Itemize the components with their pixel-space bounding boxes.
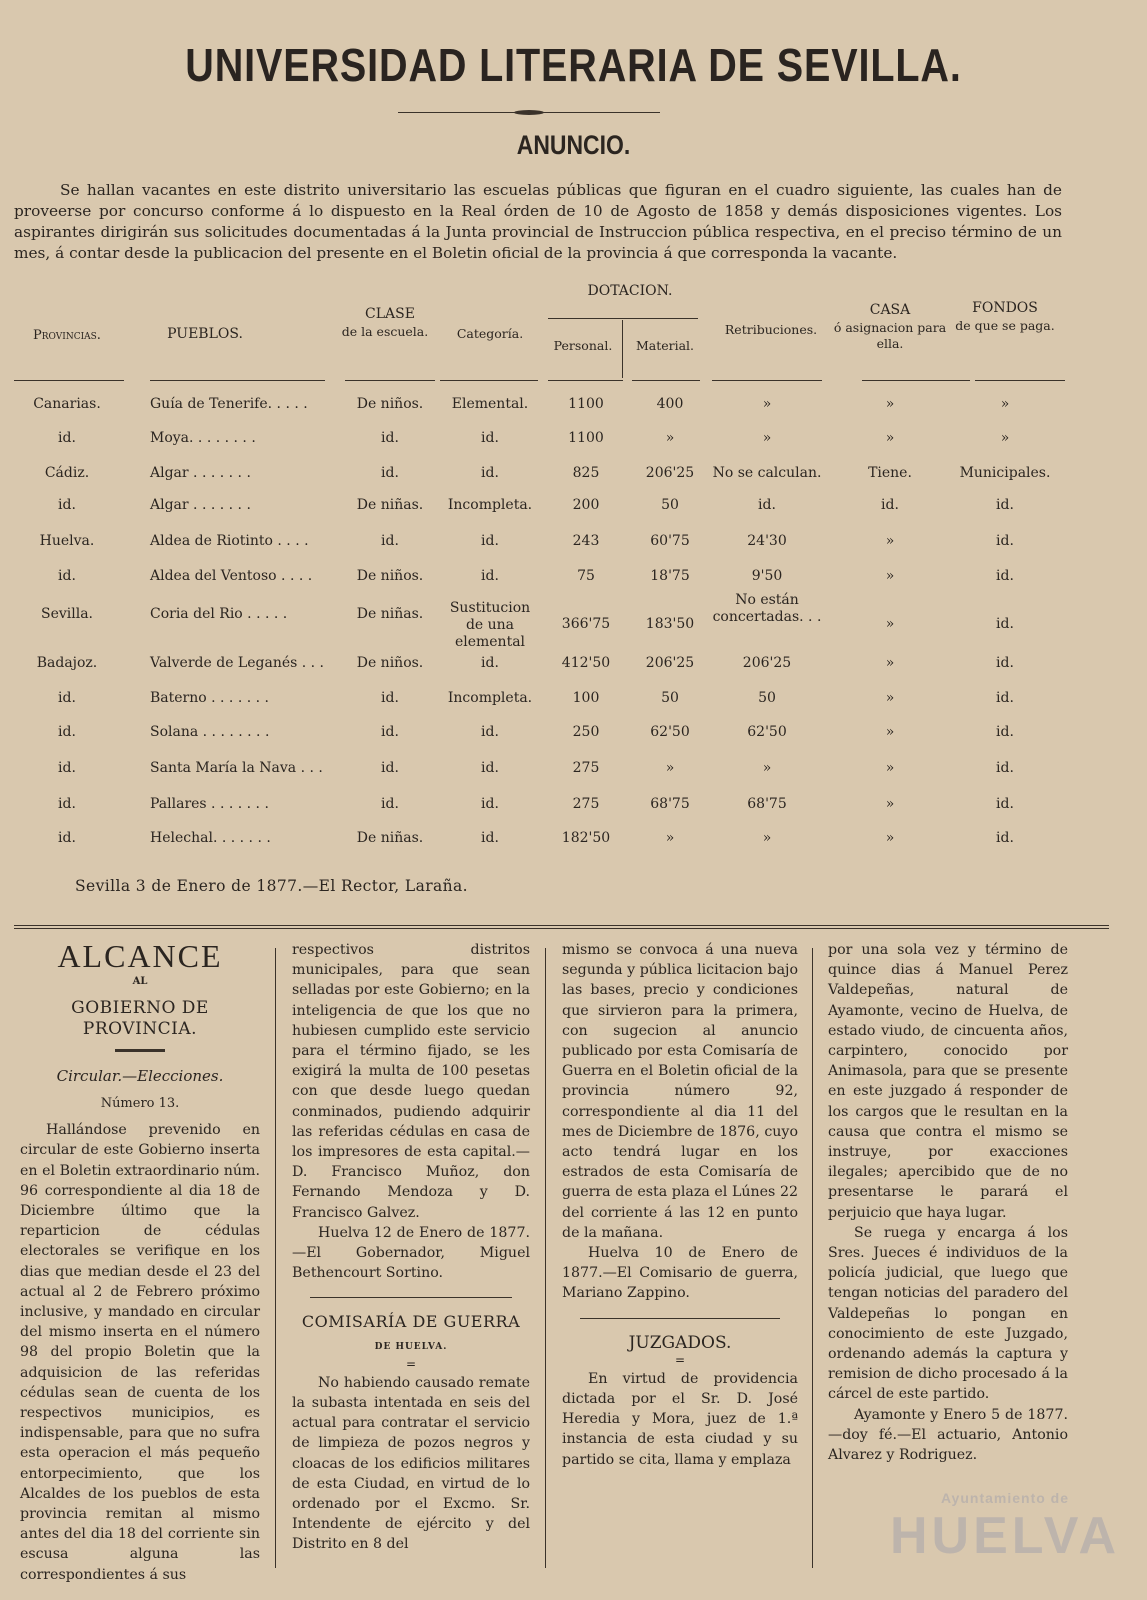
cell-casa: » [885,396,895,412]
cell-categoria: Incompleta. [447,690,533,706]
header-underline [345,380,435,381]
section-mark: = [674,1352,686,1367]
cell-material: 206'25 [645,465,695,481]
header-underline [548,380,623,381]
cell-fondos: id. [996,655,1014,671]
table-row [0,830,1147,860]
cell-provincia: Huelva. [39,533,95,549]
cell-clase: De niños. [356,396,424,412]
announcement-heading: ANUNCIO. [516,130,631,160]
header-dotacion: DOTACION. [587,283,673,299]
cell-retribuciones: » [762,760,772,776]
cell-pueblo: Solana . . . . . . . . [150,724,270,740]
juzgados-body-continued: por una sola vez y término de quince dias á Manuel Perez Valdepeñas, natural de Ayamonte, vecino de Huelva, de estado viudo, de cincuenta años, carpintero, conocido por Animasola, para que se presente en este juzgado á responder de los cargos que le resultan en la causa que contra el mismo se instruye, por exacciones ilegales; apercibido que de no presentarse le parará el perjuicio que haya lugar. [828,942,1068,1221]
header-underline [14,380,124,381]
alcance-gobierno: GOBIERNO DE PROVINCIA. [71,998,209,1039]
cell-pueblo: Algar . . . . . . . [150,497,251,513]
header-casa: CASA [869,302,911,318]
cell-clase: id. [381,465,399,481]
header-fondos-sub: de que se paga. [955,318,1055,333]
cell-fondos: id. [996,568,1014,584]
comisaria-body-continued: mismo se convoca á una nueva segunda y pública licitacion bajo las bases, precio y condiciones que sirvieron para la primera, con sugecion al anuncio publicado por esta Comisaría de Guerra en el Boletin oficial de la provincia número 92, correspondiente al dia 11 del mes de Diciembre de 1876, cuyo acto tendrá lugar en los estrados de esta Comisaría de guerra de esta plaza el Lúnes 22 del corriente á las 12 en punto de la mañana. [562,942,798,1241]
cell-categoria: Incompleta. [447,497,533,513]
cell-retribuciones: 206'25 [742,655,792,671]
cell-personal: 75 [577,568,595,584]
cell-categoria: id. [481,568,499,584]
column-1 [20,940,260,1585]
cell-casa: » [885,568,895,584]
announcement-intro: Se hallan vacantes en este distrito universitario las escuelas públicas que figuran en el cuadro siguiente, las cuales han de proveerse por concurso conforme á lo dispuesto en la Real órden de 10 de Agosto de 1858 y demás disposiciones vigentes. Los aspirantes dirigirán sus solicitudes documentadas á la Junta provincial de Instruccion pública respectiva, en el preciso término de un mes, á contar desde la publicacion del presente en el Boletin oficial de la provincia á que corresponda la vacante. [14,181,1062,262]
cell-fondos: id. [996,497,1014,513]
cell-provincia: id. [58,497,76,513]
cell-casa: » [885,724,895,740]
header-personal: Personal. [553,338,613,353]
cell-material: » [665,760,675,776]
cell-provincia: Canarias. [33,396,101,412]
table-row [0,592,1147,650]
cell-retribuciones: id. [758,497,776,513]
alcance-date: Huelva 12 de Enero de 1877.—El Gobernador, Miguel Bethencourt Sortino. [292,1224,530,1282]
cell-material: 400 [656,396,684,412]
cell-personal: 825 [572,465,600,481]
cell-pueblo: Aldea del Ventoso . . . . [150,568,313,584]
cell-pueblo: Coria del Rio . . . . . [150,606,288,622]
cell-clase: De niños. [356,568,424,584]
cell-casa: » [885,796,895,812]
cell-retribuciones: 24'30 [747,533,787,549]
cell-material: 50 [661,690,679,706]
header-fondos: FONDOS [972,300,1038,316]
cell-material: 18'75 [650,568,690,584]
cell-retribuciones: 62'50 [747,724,787,740]
cell-clase: id. [381,430,399,446]
juzgados-date: Ayamonte y Enero 5 de 1877.—doy fé.—El actuario, Antonio Alvarez y Rodriguez. [828,1406,1068,1464]
cell-personal: 275 [572,760,600,776]
table-row [0,568,1147,598]
cell-pueblo: Valverde de Leganés . . . [150,655,325,671]
cell-clase: De niñas. [356,606,424,622]
table-row [0,655,1147,685]
column-rule [275,948,276,1568]
cell-personal: 243 [572,533,600,549]
column-rule [812,948,813,1568]
cell-categoria: id. [481,724,499,740]
table-row [0,796,1147,826]
cell-casa: » [885,655,895,671]
section-separator [14,925,1109,930]
short-rule [115,1049,165,1052]
cell-pueblo: Baterno . . . . . . . [150,690,269,706]
cell-pueblo: Pallares . . . . . . . [150,796,269,812]
watermark-line2: HUELVA [890,1507,1121,1565]
alcance-title: ALCANCE [57,938,223,974]
cell-provincia: Sevilla. [40,606,93,622]
cell-pueblo: Helechal. . . . . . . [150,830,271,846]
header-clase-sub: de la escuela. [341,324,429,339]
header-underline [440,380,538,381]
dotacion-divider [622,320,623,378]
juzgados-body: En virtud de providencia dictada por el Sr. D. José Heredia y Mora, juez de 1.ª instancia de esta ciudad y su partido se cita, llama y emplaza [562,1370,798,1468]
cell-casa: » [885,760,895,776]
header-underline [632,380,700,381]
header-material: Material. [635,338,695,353]
table-row [0,533,1147,563]
header-casa-sub: ó asignacion para ella. [833,320,947,351]
comisaria-title: COMISARÍA DE GUERRA [301,1312,521,1332]
header-pueblos: PUEBLOS. [167,326,243,342]
cell-provincia: id. [58,830,76,846]
alcance-body: Hallándose prevenido en circular de este Gobierno inserta en el Boletin extraordinario núm. 96 correspondiente al dia 18 de Diciembre último que la reparticion de cédulas electorales se verifique en los dias que median desde el 23 del actual al 2 de Febrero próximo inclusive, y mandado en circular del mismo inserta en el número 98 del propio Boletin que la adquisicion de las referidas cédulas sean de cuenta de los respectivos municipios, es indispensable, para que no sufra esta operacion el más pequeño entorpecimiento, que los Alcaldes de los pueblos de esta provincia remitan al mismo antes del dia 18 del corriente sin escusa alguna las correspondientes á sus [20,1122,260,1583]
cell-fondos: » [1000,396,1010,412]
juzgados-title: JUZGADOS. [628,1332,732,1353]
watermark-line1: Ayuntamiento de [940,1490,1070,1506]
cell-pueblo: Santa María la Nava . . . [150,760,323,776]
alcance-body-continued: respectivos distritos municipales, para que sean selladas por este Gobierno; en la inteligencia de que los que no hubiesen cumplido este servicio para el término fijado, se les exigirá la multa de 100 pesetas con que desde luego quedan conminados, pudiendo adquirir las referidas cédulas en casa de los impresores de esta capital.—D. Francisco Muñoz, don Fernando Mendoza y D. Francisco Galvez. [292,942,530,1221]
cell-casa: id. [881,497,899,513]
cell-personal: 412'50 [561,655,611,671]
cell-provincia: id. [58,690,76,706]
cell-clase: id. [381,760,399,776]
cell-categoria: Elemental. [451,396,529,412]
cell-fondos: id. [996,533,1014,549]
cell-fondos: id. [996,760,1014,776]
column-2 [292,940,530,1555]
article-rule [580,1318,780,1319]
rector-signature: Sevilla 3 de Enero de 1877.—El Rector, Laraña. [75,877,469,895]
header-clase: CLASE [365,306,415,322]
cell-casa: » [885,430,895,446]
cell-fondos: id. [996,616,1014,632]
comisaria-body: No habiendo causado remate la subasta intentada en seis del actual para contratar el servicio de limpieza de pozos negros y cloacas de los edificios militares de esta Ciudad, en virtud de lo ordenado por el Excmo. Sr. Intendente de ejército y del Distrito en 8 del [292,1374,530,1553]
table-row [0,690,1147,720]
cell-personal: 200 [572,497,600,513]
article-rule [310,1297,512,1298]
cell-retribuciones: No se calculan. [712,465,822,481]
cell-personal: 1100 [568,396,604,412]
cell-provincia: id. [58,568,76,584]
cell-material: » [665,430,675,446]
comisaria-subtitle: DE HUELVA. [374,1341,448,1352]
section-mark: = [405,1356,417,1371]
cell-personal: 182'50 [561,830,611,846]
cell-categoria: Sustitucion de una elemental [449,600,531,650]
cell-retribuciones: No están concertadas. . . [712,592,822,625]
cell-clase: id. [381,724,399,740]
cell-fondos: Municipales. [959,465,1051,481]
column-3 [562,940,798,1470]
cell-personal: 366'75 [561,616,611,632]
cell-provincia: id. [58,430,76,446]
cell-provincia: id. [58,760,76,776]
juzgados-request: Se ruega y encarga á los Sres. Jueces é individuos de la policía judicial, que luego que tengan noticias del paradero del Valdepeñas lo pongan en conocimiento de este Juzgado, ordenando además la captura y remision de dicho procesado á la cárcel de este partido. [828,1224,1068,1403]
cell-categoria: id. [481,796,499,812]
cell-material: » [665,830,675,846]
cell-clase: id. [381,796,399,812]
alcance-al: AL [132,976,148,988]
cell-casa: Tiene. [868,465,912,481]
table-row [0,430,1147,460]
archive-watermark [890,1490,1120,1580]
cell-retribuciones: » [762,396,772,412]
cell-provincia: id. [58,724,76,740]
cell-categoria: id. [481,760,499,776]
table-row [0,724,1147,754]
cell-categoria: id. [481,465,499,481]
table-row [0,465,1147,495]
cell-retribuciones: » [762,830,772,846]
cell-categoria: id. [481,430,499,446]
ornamental-rule [398,110,660,116]
cell-pueblo: Algar . . . . . . . [150,465,251,481]
cell-material: 206'25 [645,655,695,671]
header-provincias: Provincias. [33,328,101,343]
cell-material: 183'50 [645,616,695,632]
column-rule [545,948,546,1568]
page-title: UNIVERSIDAD LITERARIA DE SEVILLA. [185,39,962,91]
cell-pueblo: Moya. . . . . . . . [150,430,256,446]
table-row [0,497,1147,527]
column-4 [828,940,1068,1465]
comisaria-date: Huelva 10 de Enero de 1877.—El Comisario de guerra, Mariano Zappino. [562,1245,798,1302]
cell-categoria: id. [481,533,499,549]
cell-casa: » [885,533,895,549]
cell-fondos: id. [996,690,1014,706]
cell-clase: De niñas. [356,497,424,513]
header-underline [862,380,970,381]
cell-provincia: Badajoz. [36,655,98,671]
header-underline [150,380,325,381]
cell-fondos: id. [996,724,1014,740]
table-row [0,760,1147,790]
dotacion-rule [548,318,698,319]
cell-retribuciones: 50 [758,690,776,706]
cell-fondos: id. [996,796,1014,812]
cell-casa: » [885,690,895,706]
cell-clase: id. [381,533,399,549]
cell-provincia: id. [58,796,76,812]
cell-categoria: id. [481,830,499,846]
cell-fondos: id. [996,830,1014,846]
circular-heading: Circular.—Elecciones. [56,1066,224,1085]
cell-pueblo: Aldea de Riotinto . . . . [150,533,309,549]
cell-personal: 100 [572,690,600,706]
cell-provincia: Cádiz. [44,465,90,481]
cell-personal: 250 [572,724,600,740]
header-categoria: Categoría. [456,326,524,341]
cell-retribuciones: » [762,430,772,446]
cell-categoria: id. [481,655,499,671]
header-underline [712,380,822,381]
cell-retribuciones: 9'50 [751,568,783,584]
circular-number: Número 13. [100,1096,180,1112]
cell-pueblo: Guía de Tenerife. . . . . [150,396,308,412]
cell-casa: » [885,830,895,846]
table-row [0,396,1147,426]
cell-material: 50 [661,497,679,513]
cell-material: 62'50 [650,724,690,740]
cell-clase: De niños. [356,655,424,671]
cell-retribuciones: 68'75 [747,796,787,812]
cell-clase: id. [381,690,399,706]
cell-material: 68'75 [650,796,690,812]
cell-material: 60'75 [650,533,690,549]
cell-personal: 275 [572,796,600,812]
cell-clase: De niñas. [356,830,424,846]
cell-casa: » [885,616,895,632]
cell-personal: 1100 [568,430,604,446]
cell-fondos: » [1000,430,1010,446]
header-retribuciones: Retribuciones. [724,322,818,337]
header-underline [975,380,1065,381]
